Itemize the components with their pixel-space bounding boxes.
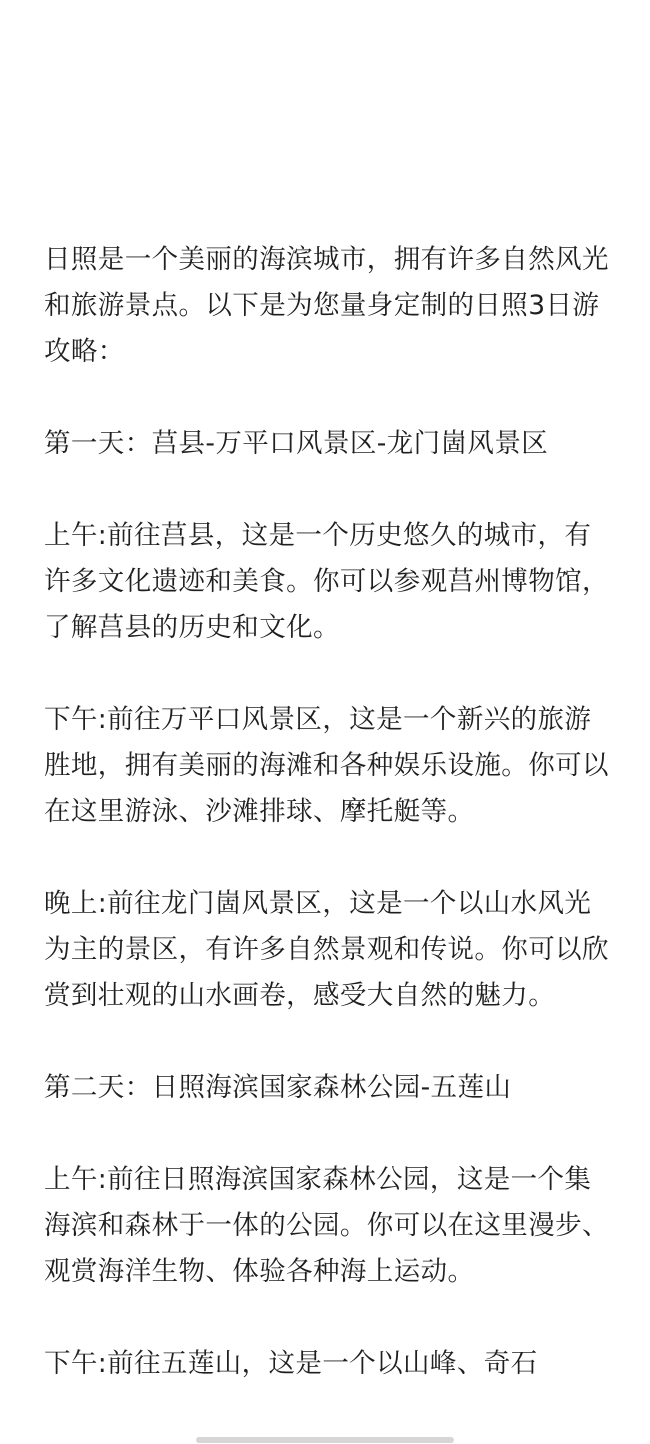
day1-afternoon-paragraph: 下午:前往万平口风景区，这是一个新兴的旅游胜地，拥有美丽的海滩和各种娱乐设施。你可以在这里游泳、沙滩排球、摩托艇等。 [44,704,609,827]
day1-morning-paragraph: 上午:前往莒县，这是一个历史悠久的城市，有许多文化遗迹和美食。你可以参观莒州博物馆，了解莒县的历史和文化。 [44,520,609,643]
day2-morning-paragraph: 上午:前往日照海滨国家森林公园，这是一个集海滨和森林于一体的公园。你可以在这里漫步、观赏海洋生物、体验各种海上运动。 [44,1164,609,1287]
article-content [44,237,610,1433]
day1-evening-paragraph: 晚上:前往龙门崮风景区，这是一个以山水风光为主的景区，有许多自然景观和传说。你可以欣赏到壮观的山水画卷，感受大自然的魅力。 [44,888,609,1011]
day2-heading: 第二天：日照海滨国家森林公园-五莲山 [44,1072,512,1103]
home-indicator[interactable] [196,1437,454,1443]
day1-heading: 第一天：莒县-万平口风景区-龙门崮风景区 [44,428,549,459]
intro-paragraph: 日照是一个美丽的海滨城市，拥有许多自然风光和旅游景点。以下是为您量身定制的日照3日游攻略： [44,244,609,367]
day2-afternoon-paragraph: 下午:前往五莲山，这是一个以山峰、奇石 [44,1348,538,1379]
